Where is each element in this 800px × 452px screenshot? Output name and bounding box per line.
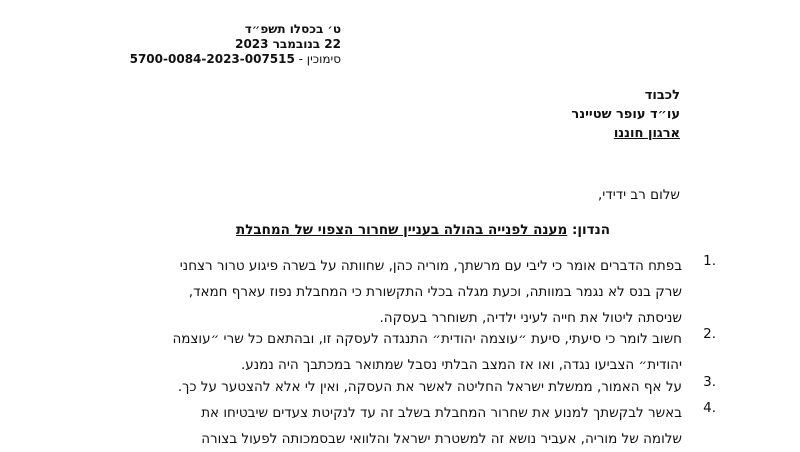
list-item: [116, 253, 716, 331]
subject-line: [236, 222, 610, 238]
list-item-number: 1.: [703, 253, 716, 269]
list-item-line: שרק בנס לא נגמר במוותה, וכעת מגלה בכלי התקשורת כי המחבלת נפוז עארף חמאד,: [188, 284, 682, 300]
reference-label: סימוכין -: [294, 52, 341, 66]
addressee-organization: ארגון חוננו: [613, 126, 680, 141]
subject-label: הנדון: [577, 222, 610, 238]
reference-line: [130, 52, 341, 66]
addressee-name: עו״ד עופר שטיינר: [571, 107, 680, 122]
subject-text: מענה לפנייה בהולה בעניין שחרור הצפוי של המחבלת: [236, 222, 568, 238]
list-item: [116, 326, 716, 378]
date-hebrew: ט׳ בכסלו תשפ״ד: [244, 22, 341, 36]
list-item: [116, 374, 716, 400]
list-item-number: 4.: [703, 400, 716, 416]
greeting: שלום רב ידידי,: [598, 187, 680, 203]
list-item-number: 2.: [703, 326, 716, 342]
list-item-line: בפתח הדברים אומר כי ליבי עם מרשתך, מוריה כהן, שחוותה על בשרה פיגוע טרור רצחני: [179, 258, 682, 274]
list-item-line: שלומה של מוריה, אעביר נושא זה למשטרת ישראל והלוואי שבסמכותה לפעול בצורה: [201, 431, 682, 447]
list-item-number: 3.: [703, 374, 716, 390]
date-gregorian: 22 בנובמבר 2023: [235, 37, 341, 51]
list-item-line: חשוב לומר כי סיעתי, סיעת ״עוצמה יהודית״ התנגדה לעסקה זו, ובהתאם כל שרי ״עוצמה: [172, 331, 682, 347]
list-item-line: יהודית״ הצביעו נגדה, ואו אז המצב הבלתי נסבל שמתואר במכתבך היה נמנע.: [241, 357, 682, 373]
reference-number: 5700-0084-2023-007515: [129, 52, 295, 66]
list-item: [116, 400, 716, 452]
list-item-line: שניסתה ליטול את חייה לעיני ילדיה, תשוחרר בעסקה.: [379, 310, 682, 326]
subject-separator: :: [567, 222, 578, 238]
list-item-line: על אף האמור, ממשלת ישראל החליטה לאשר את העסקה, ואין לי אלא להצטער על כך.: [177, 379, 682, 395]
list-item-line: באשר לבקשתך למנוע את שחרור המחבלת בשלב זה עד לנקיטת צעדים שיבטיחו את: [201, 405, 682, 421]
addressee-line1: לכבוד: [644, 88, 680, 103]
